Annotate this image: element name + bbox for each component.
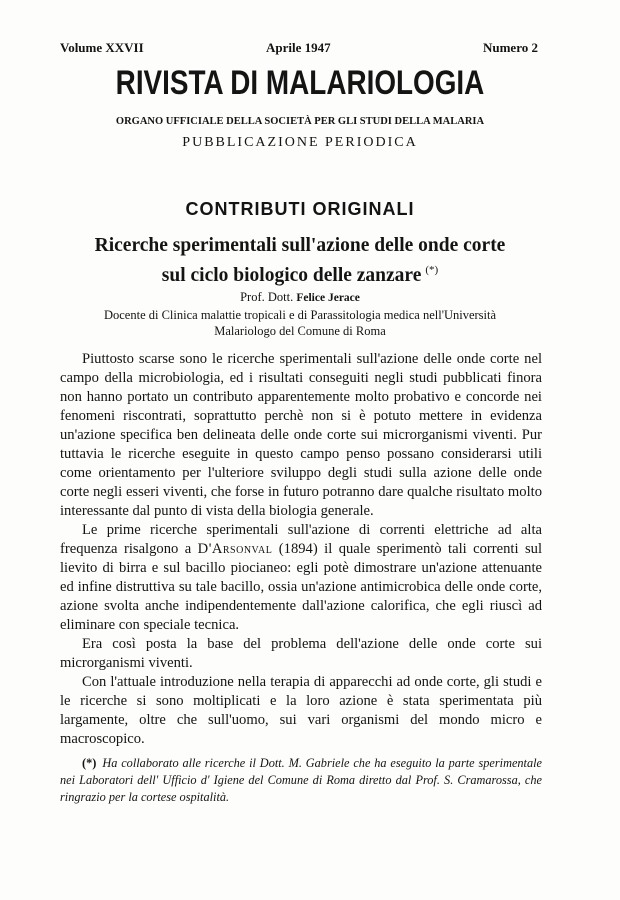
footnote-mark: (*) <box>82 756 97 770</box>
body-paragraph-2 <box>60 521 542 635</box>
article-title-line-2 <box>58 258 542 288</box>
article-body <box>60 350 542 749</box>
body-paragraph-1: Piuttosto scarse sono le ricerche sperimentali sull'azione delle onde corte nel campo della microbiologia, ed i risultati conseguiti negli studi pubblicati finora non hanno portato un contributo apparentemente molto probativo e concorde nei fenomeni riscontrati, soprattutto perchè non si è potuto mettere in evidenza un'azione specifica ben delineata delle onde corte sui microrganismi viventi. Pur tuttavia le ricerche eseguite in questo campo penso possano considerarsi utili come orientamento per l'ulteriore sviluppo degli studi sulla azione delle onde corte negli esseri viventi, che forse in futuro potranno dare qualche risultato molto interessante dal punto di vista della biologia generale. <box>60 351 542 519</box>
section-heading: CONTRIBUTI ORIGINALI <box>185 199 415 219</box>
issue-number: Numero 2 <box>482 40 538 55</box>
journal-organ: ORGANO UFFICIALE DELLA SOCIETÀ PER GLI STUDI DELLA MALARIA <box>115 116 485 127</box>
article-title-line-2-text: sul ciclo biologico delle zanzare <box>161 265 422 286</box>
footnote <box>60 755 542 806</box>
p2-before: Le prime ricerche sperimentali sull'azione di correnti elettriche ad alta frequenza risalgono a <box>60 522 542 557</box>
author-line <box>60 290 540 305</box>
footnote-text: Ha collaborato alle ricerche il Dott. M. Gabriele che ha eseguito la parte sperimentale nei Laboratori dell' Ufficio d' Igiene del Comune di Roma diretto dal Prof. S. Cramarossa, che ringrazio per la cortese ospitalità. <box>60 756 542 804</box>
article-title-line-1: Ricerche sperimentali sull'azione delle onde corte <box>94 235 506 256</box>
author-affiliation <box>60 307 540 339</box>
article-title <box>58 233 542 288</box>
body-paragraph-4: Con l'attuale introduzione nella terapia di apparecchi ad onde corte, gli studi e le ricerche si sono moltiplicati e la loro azione è stata sperimentata più largamente, oltre che sull'uomo, sui vari organismi del mondo micro e macroscopico. <box>60 674 542 747</box>
body-paragraph-3: Era così posta la base del problema dell'azione delle onde corte sui microrganismi viventi. <box>60 636 542 671</box>
author-name: Felice Jerace <box>296 292 360 304</box>
masthead-line <box>60 40 538 58</box>
author-prefix: Prof. Dott. <box>240 290 294 304</box>
title-footnote-mark: (*) <box>425 264 439 276</box>
affiliation-line-1: Docente di Clinica malattie tropicali e di Parassitologia medica nell'Università <box>103 308 497 322</box>
volume-label: Volume XXVII <box>60 40 144 55</box>
issue-date: Aprile 1947 <box>266 40 331 55</box>
journal-title: RIVISTA DI MALARIOLOGIA <box>115 64 485 102</box>
affiliation-line-2: Malariologo del Comune di Roma <box>214 324 386 338</box>
cited-author: D'Arsonval <box>197 541 273 557</box>
p2-after: (1894) il quale sperimentò tali correnti sul lievito di birra e sul bacillo piocianeo: egli potè dimostrare un'azione attenuante ed infine distruttiva su tale bacillo, ossia un'azione antimicrobica delle onde corte, azione svolta anche indipendentemente dall'azione calorifica, che egli riuscì ad eliminare con speciale tecnica. <box>60 541 542 633</box>
publication-type: PUBBLICAZIONE PERIODICA <box>182 135 418 150</box>
